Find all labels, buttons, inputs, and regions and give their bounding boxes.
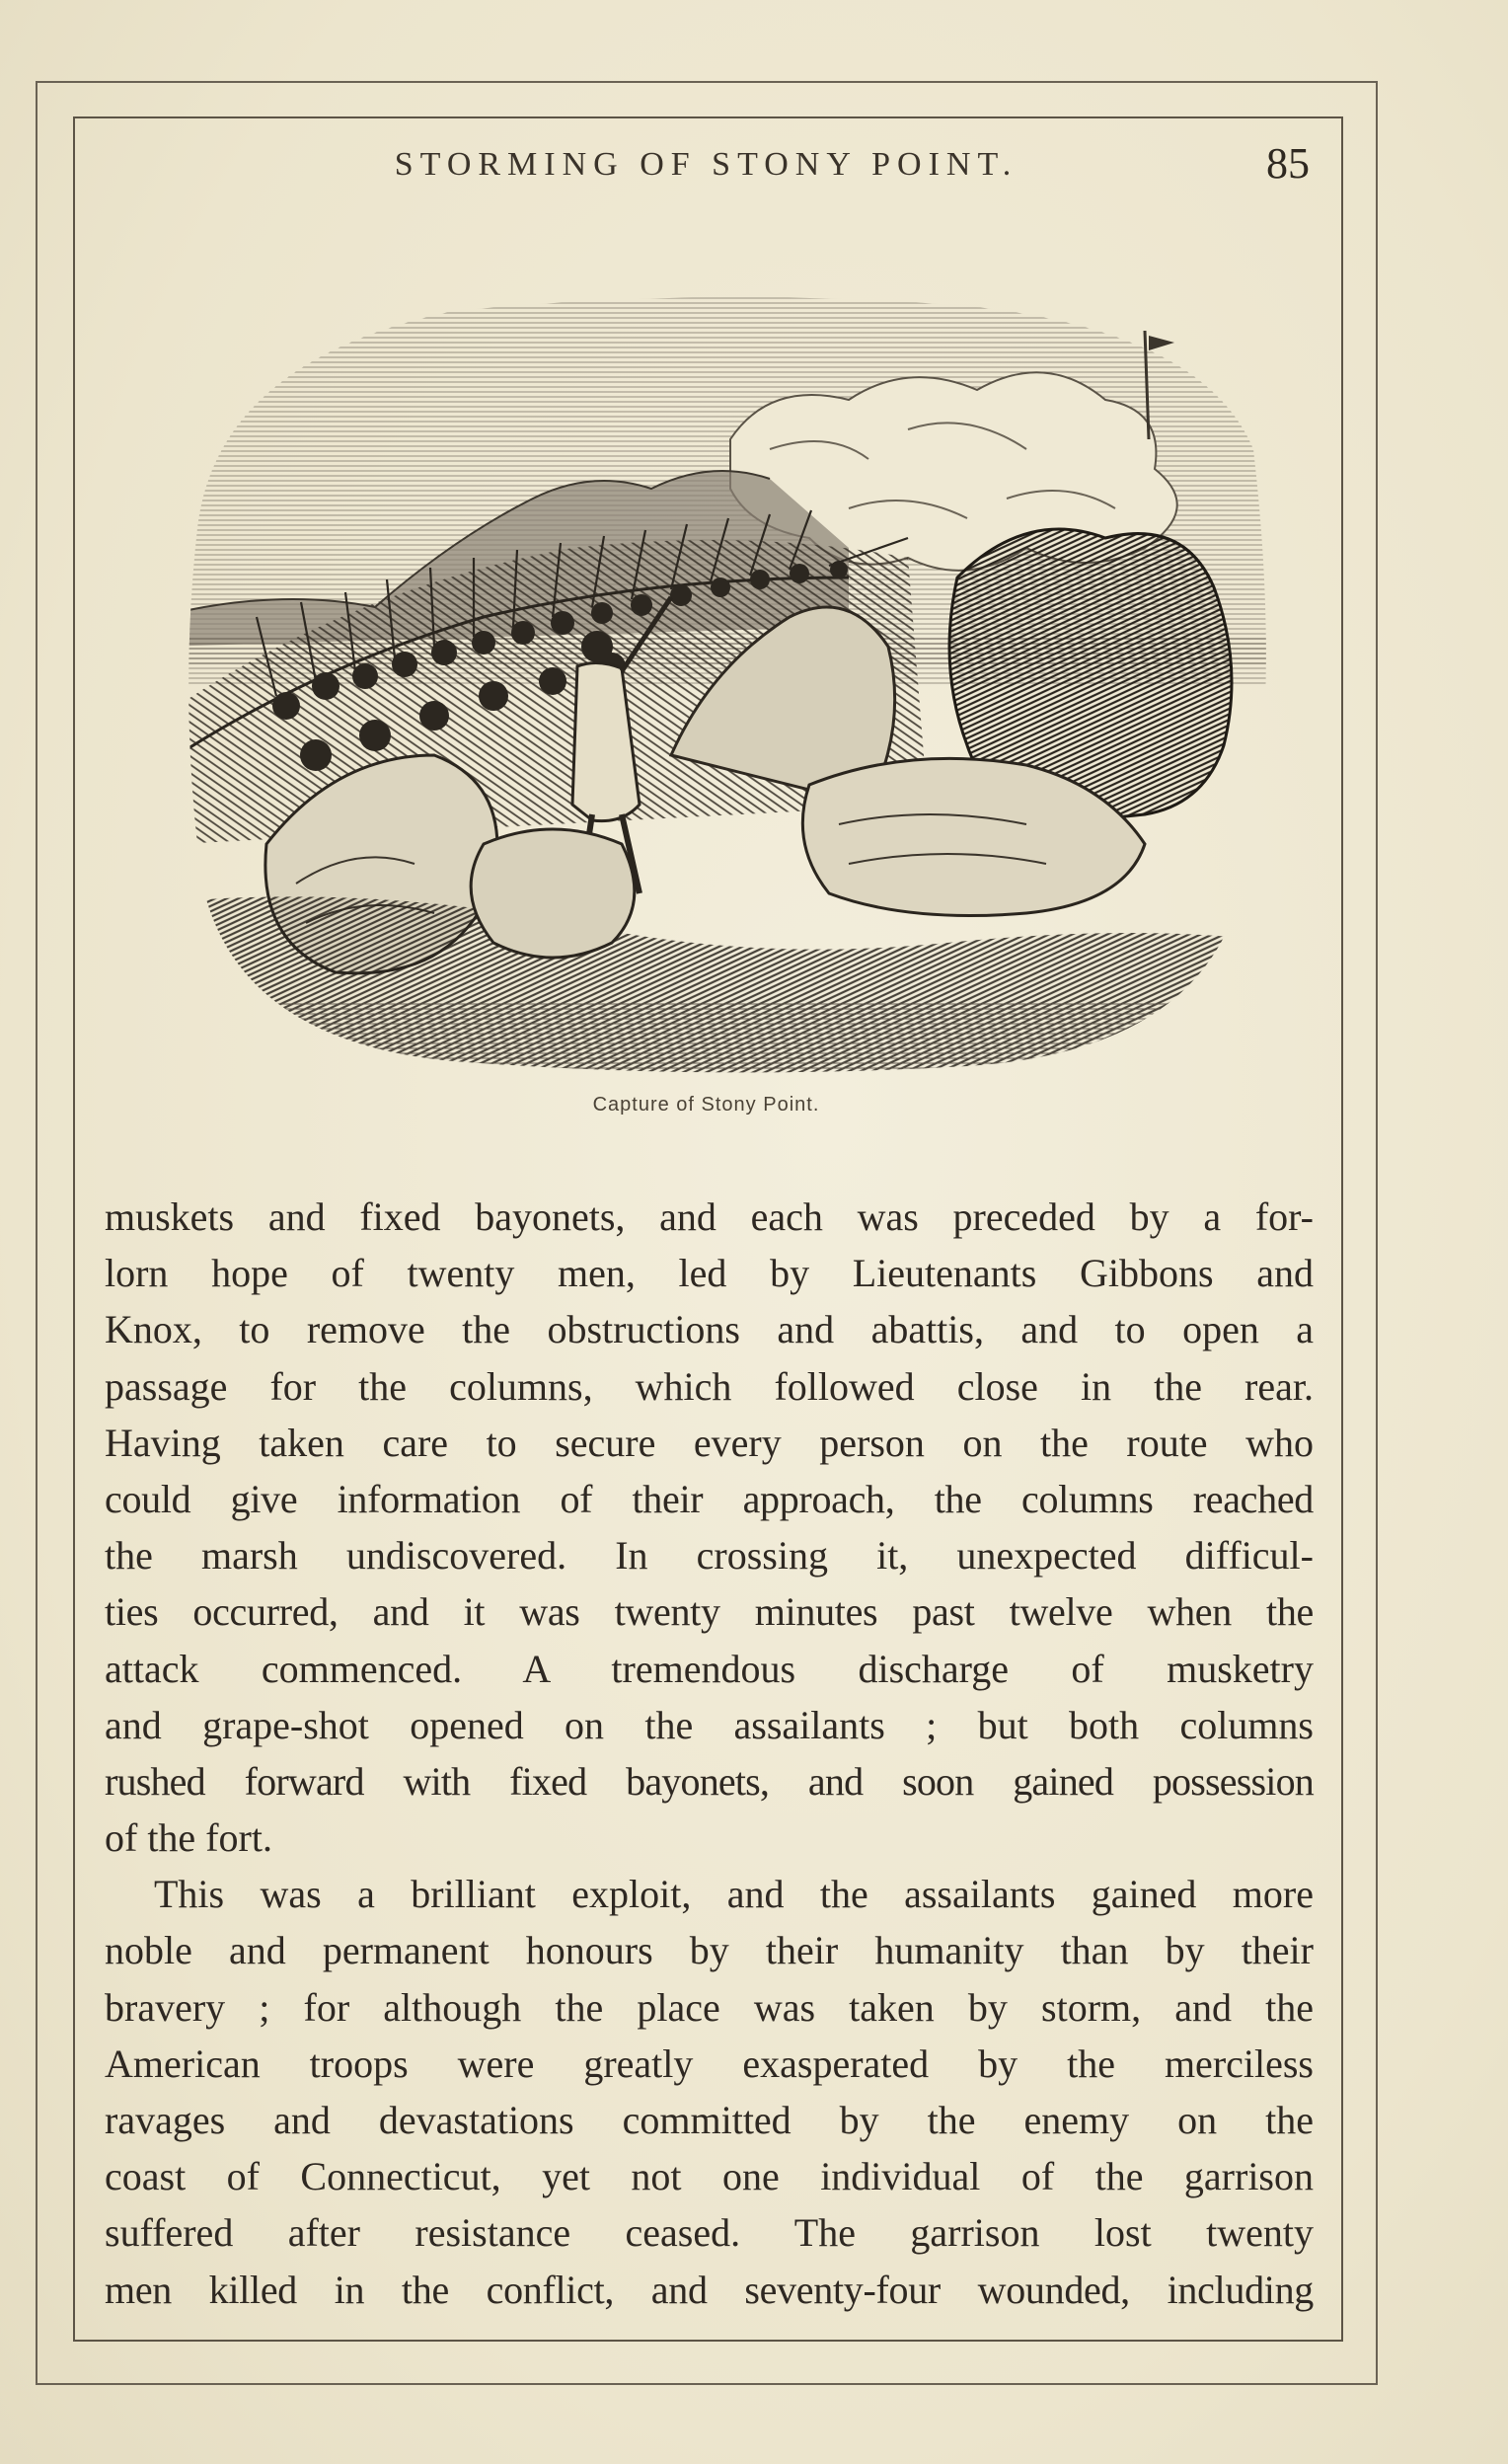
text-line: This was a brilliant exploit, and the assailants gained more	[154, 1872, 1314, 1917]
text-line: and grape-shot opened on the assailants ; but both columns	[105, 1702, 1314, 1747]
text-line: suffered after resistance ceased. The garrison lost twenty	[105, 2210, 1314, 2256]
text-line: passage for the columns, which followed close in the rear.	[105, 1363, 1314, 1409]
page-number: 85	[1266, 139, 1310, 188]
text-line: lorn hope of twenty men, led by Lieutenants Gibbons and	[105, 1251, 1314, 1296]
illustration-caption: Capture of Stony Point.	[592, 1094, 820, 1116]
text-line: men killed in the conflict, and seventy-four wounded, including	[105, 2267, 1314, 2312]
text-line: ravages and devastations committed by the enemy on the	[105, 2098, 1314, 2142]
text-line: rushed forward with fixed bayonets, and soon gained possession	[105, 1758, 1314, 1804]
text-line: Knox, to remove the obstructions and abattis, and to open a	[105, 1307, 1314, 1352]
text-line: could give information of their approach, the columns reached	[105, 1476, 1314, 1521]
text-line: coast of Connecticut, yet not one individual of the garrison	[105, 2154, 1314, 2199]
text-line: the marsh undiscovered. In crossing it, unexpected difficul-	[105, 1533, 1314, 1578]
text-line: of the fort.	[105, 1815, 272, 1861]
engraving-scene	[158, 291, 1283, 1081]
text-line: muskets and fixed bayonets, and each was preceded by a for-	[105, 1194, 1314, 1239]
body-text	[105, 1189, 1314, 2318]
text-line: noble and permanent honours by their humanity than by their	[105, 1928, 1314, 1973]
text-line: attack commenced. A tremendous discharge of musketry	[105, 1646, 1314, 1691]
text-line: ties occurred, and it was twenty minutes past twelve when the	[105, 1589, 1314, 1635]
text-line: American troops were greatly exasperated by the merciless	[105, 2040, 1314, 2086]
engraving-illustration	[158, 291, 1283, 1081]
text-line: Having taken care to secure every person on the route who	[105, 1420, 1314, 1465]
running-head	[73, 138, 1339, 197]
running-title: STORMING OF STONY POINT.	[394, 146, 1018, 183]
text-line: bravery ; for although the place was taken by storm, and the	[105, 1984, 1314, 2030]
